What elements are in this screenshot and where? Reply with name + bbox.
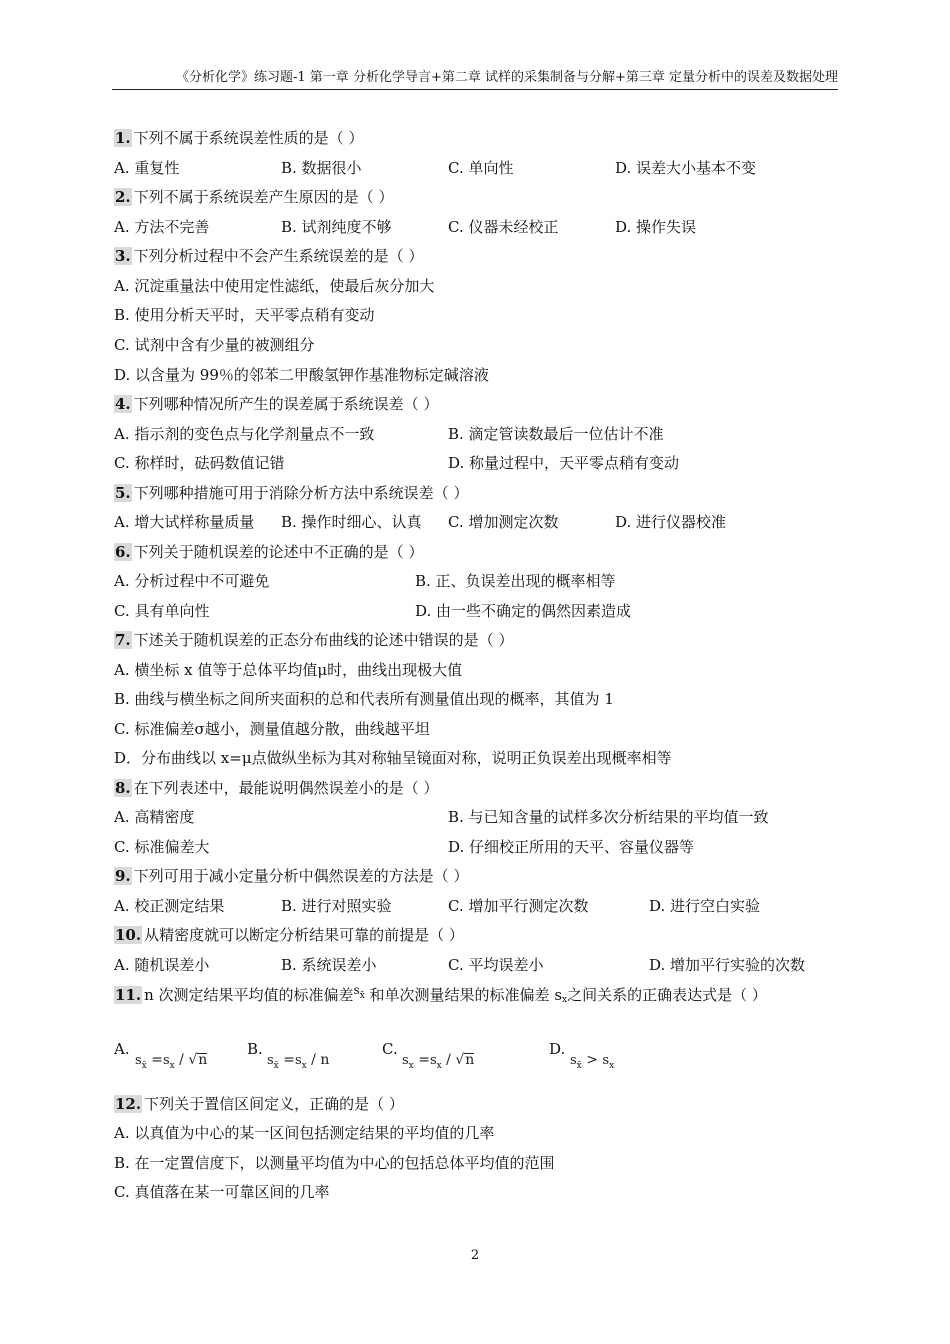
question-7 [114, 629, 513, 650]
option-a: A. 重复性 [114, 159, 180, 177]
option-c: C. 具有单向性 [114, 602, 210, 620]
option-b: B. 试剂纯度不够 [281, 218, 392, 236]
option-d: D. 误差大小基本不变 [615, 159, 757, 177]
page-number: 2 [470, 1248, 480, 1263]
question-number: 1. [115, 129, 131, 147]
question-text: 下述关于随机误差的正态分布曲线的论述中错误的是（ ） [133, 631, 514, 649]
question-text: 下列不属于系统误差产生原因的是（ ） [133, 188, 394, 206]
question-number: 2. [115, 188, 131, 206]
option-c: C. 增加测定次数 [448, 513, 559, 531]
formula-a: $s_{x̄} =s_x / √n$ [135, 1052, 208, 1071]
option-b: B. 进行对照实验 [281, 897, 392, 915]
option-a: A. 指示剂的变色点与化学剂量点不一致 [114, 425, 375, 443]
option-d: D. 由一些不确定的偶然因素造成 [415, 602, 632, 620]
option-b: B. 使用分析天平时，天平零点稍有变动 [114, 306, 375, 324]
question-text: 下列分析过程中不会产生系统误差的是（ ） [133, 247, 424, 265]
question-12 [114, 1093, 404, 1114]
option-c: C. 仪器未经校正 [448, 218, 559, 236]
option-a: A. 横坐标 x 值等于总体平均值μ时，曲线出现极大值 [114, 661, 463, 679]
option-a: A. 方法不完善 [114, 218, 210, 236]
option-b: B. 曲线与横坐标之间所夹面积的总和代表所有测量值出现的概率，其值为 1 [114, 690, 614, 708]
option-d: D. [549, 1040, 566, 1058]
question-text: 在下列表述中，最能说明偶然误差小的是（ ） [133, 779, 439, 797]
option-c: C. 真值落在某一可靠区间的几率 [114, 1183, 330, 1201]
question-number: 3. [115, 247, 131, 265]
question-text: 下列不属于系统误差性质的是（ ） [133, 129, 364, 147]
question-text: 下列关于置信区间定义，正确的是（ ） [144, 1095, 404, 1113]
option-b: B. 正、负误差出现的概率相等 [415, 572, 616, 590]
question-text: 下列哪种情况所产生的误差属于系统误差（ ） [133, 395, 439, 413]
question-8 [114, 777, 438, 798]
option-d: D. 操作失误 [615, 218, 697, 236]
option-b: B. 与已知含量的试样多次分析结果的平均值一致 [448, 808, 769, 826]
option-d: D. 称量过程中，天平零点稍有变动 [448, 454, 680, 472]
option-c: C. 增加平行测定次数 [448, 897, 589, 915]
page-header: 《分析化学》练习题-1 第一章 分析化学导言+第二章 试样的采集制备与分解+第三章 定量分析中的误差及数据处理 [112, 66, 838, 90]
question-1 [114, 127, 363, 148]
question-text: 下列关于随机误差的论述中不正确的是（ ） [133, 543, 424, 561]
option-a: A. 随机误差小 [114, 956, 210, 974]
option-c: C. [382, 1040, 398, 1058]
question-2 [114, 186, 393, 207]
question-3 [114, 245, 423, 266]
option-b: B. 在一定置信度下，以测量平均值为中心的包括总体平均值的范围 [114, 1154, 555, 1172]
option-a: A. 分析过程中不可避免 [114, 572, 270, 590]
option-a: A. 沉淀重量法中使用定性滤纸，使最后灰分加大 [114, 277, 435, 295]
question-text: 下列可用于减小定量分析中偶然误差的方法是（ ） [133, 867, 469, 885]
question-text: 从精密度就可以断定分析结果可靠的前提是（ ） [144, 926, 464, 944]
option-a: A. 校正测定结果 [114, 897, 225, 915]
option-d: D. 增加平行实验的次数 [649, 956, 806, 974]
option-d: D. 仔细校正所用的天平、容量仪器等 [448, 838, 695, 856]
option-d: D. 以含量为 99％的邻苯二甲酸氢钾作基准物标定碱溶液 [114, 366, 489, 384]
question-text: 下列哪种措施可用于消除分析方法中系统误差（ ） [133, 484, 469, 502]
symbol-s-xbar: $s_{x̄}$ [353, 983, 365, 1001]
option-a: A. 以真值为中心的某一区间包括测定结果的平均值的几率 [114, 1124, 495, 1142]
question-number: 4. [115, 395, 131, 413]
question-number: 12. [115, 1095, 142, 1113]
option-b: B. 滴定管读数最后一位估计不准 [448, 425, 664, 443]
option-d: D. 进行仪器校准 [615, 513, 727, 531]
question-10 [114, 924, 464, 945]
subscript-x: x [562, 995, 568, 1005]
formula-b: $s_{x̄} =s_x / n$ [267, 1052, 330, 1071]
option-c: C. 标准偏差大 [114, 838, 210, 856]
question-5 [114, 482, 468, 503]
option-c: C. 单向性 [448, 159, 514, 177]
question-text-a: n 次测定结果平均值的标准偏差 [144, 986, 354, 1004]
option-a: A. 增大试样称量质量 [114, 513, 255, 531]
formula-d: $s_{x̄} > s_x$ [570, 1052, 615, 1071]
option-b: B. 数据很小 [281, 159, 362, 177]
question-text-c: 之间关系的正确表达式是（ ） [567, 986, 767, 1004]
option-d: D．分布曲线以 x=μ点做纵坐标为其对称轴呈镜面对称，说明正负误差出现概率相等 [114, 749, 672, 767]
question-number: 5. [115, 484, 131, 502]
option-c: C. 称样时，砝码数值记错 [114, 454, 285, 472]
question-4 [114, 393, 438, 414]
question-number: 8. [115, 779, 131, 797]
question-number: 9. [115, 867, 131, 885]
question-number: 7. [115, 631, 131, 649]
option-b: B. 系统误差小 [281, 956, 377, 974]
question-number: 6. [115, 543, 131, 561]
option-c: C. 平均误差小 [448, 956, 544, 974]
question-11 [114, 984, 767, 1007]
question-number: 10. [115, 926, 142, 944]
formula-c: $s_x =s_x / √n$ [402, 1052, 475, 1071]
question-text-b: 和单次测量结果的标准偏差 s [369, 986, 563, 1004]
option-c: C. 标准偏差σ越小，测量值越分散，曲线越平坦 [114, 720, 430, 738]
option-a: A. 高精密度 [114, 808, 195, 826]
option-c: C. 试剂中含有少量的被测组分 [114, 336, 315, 354]
option-d: D. 进行空白实验 [649, 897, 761, 915]
question-9 [114, 865, 468, 886]
question-6 [114, 541, 423, 562]
option-b: B. [247, 1040, 263, 1058]
question-number: 11. [115, 986, 142, 1004]
option-a: A. [114, 1040, 130, 1058]
option-b: B. 操作时细心、认真 [281, 513, 422, 531]
